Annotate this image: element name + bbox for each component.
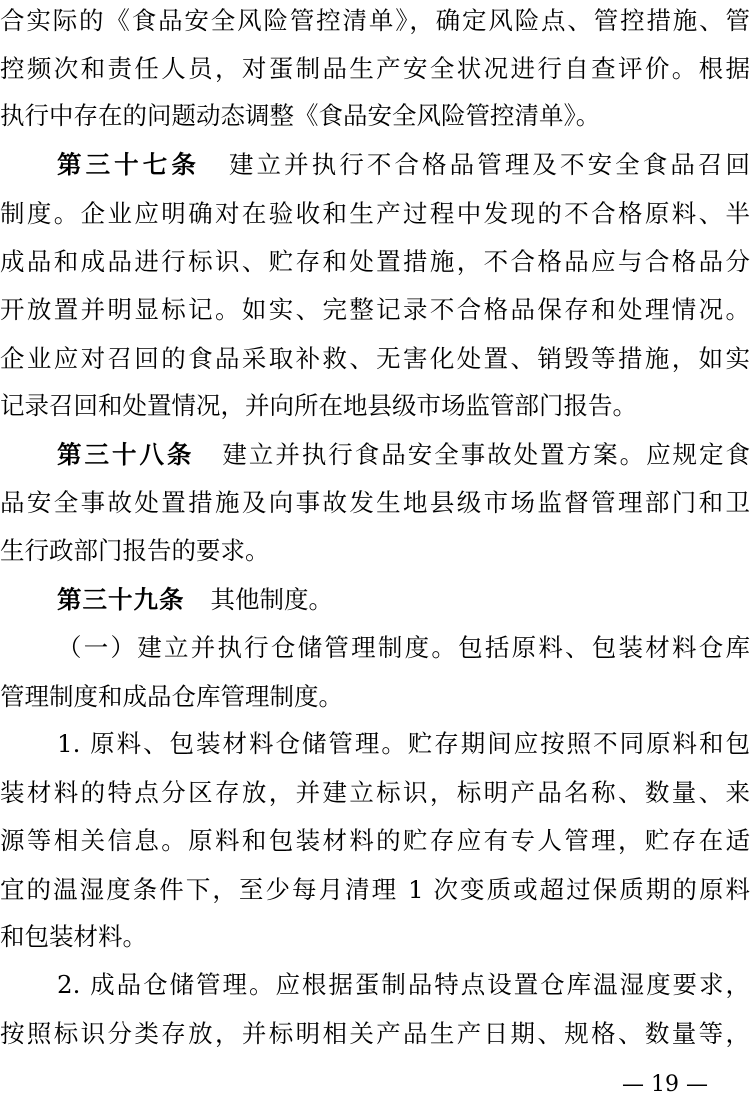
- body-line: 成品和成品进行标识、贮存和处置措施，不合格品应与合格品分: [0, 247, 750, 276]
- body-line: （一）建立并执行仓储管理制度。包括原料、包装材料仓库: [57, 633, 750, 662]
- page-number: — 19 —: [622, 1072, 708, 1097]
- body-line: 2. 成品仓储管理。应根据蛋制品特点设置仓库温湿度要求，: [57, 970, 750, 999]
- body-line: 开放置并明显标记。如实、完整记录不合格品保存和处理情况。: [0, 295, 750, 324]
- body-line: 宜的温湿度条件下，至少每月清理 1 次变质或超过保质期的原料: [0, 875, 750, 904]
- body-line: 记录召回和处置情况，并向所在地县级市场监管部门报告。: [0, 391, 637, 420]
- article-39-text: 其他制度。: [210, 585, 333, 614]
- body-line: 装材料的特点分区存放，并建立标识，标明产品名称、数量、来: [0, 778, 750, 807]
- body-line: 按照标识分类存放，并标明相关产品生产日期、规格、数量等，: [0, 1019, 750, 1048]
- article-37-heading: 第三十七条: [57, 150, 200, 179]
- body-line: 源等相关信息。原料和包装材料的贮存应有专人管理，贮存在适: [0, 826, 750, 855]
- body-line: 和包装材料。: [0, 922, 147, 951]
- article-38-line: [57, 435, 750, 475]
- body-line: 合实际的《食品安全风险管控清单》，确定风险点、管控措施、管: [0, 6, 750, 35]
- article-38-text: 建立并执行食品安全事故处置方案。应规定食: [220, 440, 750, 469]
- body-line: 控频次和责任人员，对蛋制品生产安全状况进行自查评价。根据: [0, 54, 750, 83]
- body-line: 制度。企业应明确对在验收和生产过程中发现的不合格原料、半: [0, 199, 750, 228]
- body-line: 生行政部门报告的要求。: [0, 536, 270, 565]
- article-39-line: [57, 580, 750, 620]
- article-37-text: 建立并执行不合格品管理及不安全食品召回: [225, 150, 750, 179]
- body-line: 企业应对召回的食品采取补救、无害化处置、销毁等措施，如实: [0, 344, 750, 373]
- body-line: 1. 原料、包装材料仓储管理。贮存期间应按照不同原料和包: [57, 729, 750, 758]
- body-line: 管理制度和成品仓库管理制度。: [0, 682, 343, 711]
- article-39-heading: 第三十九条: [57, 585, 185, 614]
- body-line: 品安全事故处置措施及向事故发生地县级市场监督管理部门和卫: [0, 488, 750, 517]
- article-38-heading: 第三十八条: [57, 440, 195, 469]
- article-37-line: [57, 145, 750, 185]
- body-line: 执行中存在的问题动态调整《食品安全风险管控清单》。: [0, 101, 601, 130]
